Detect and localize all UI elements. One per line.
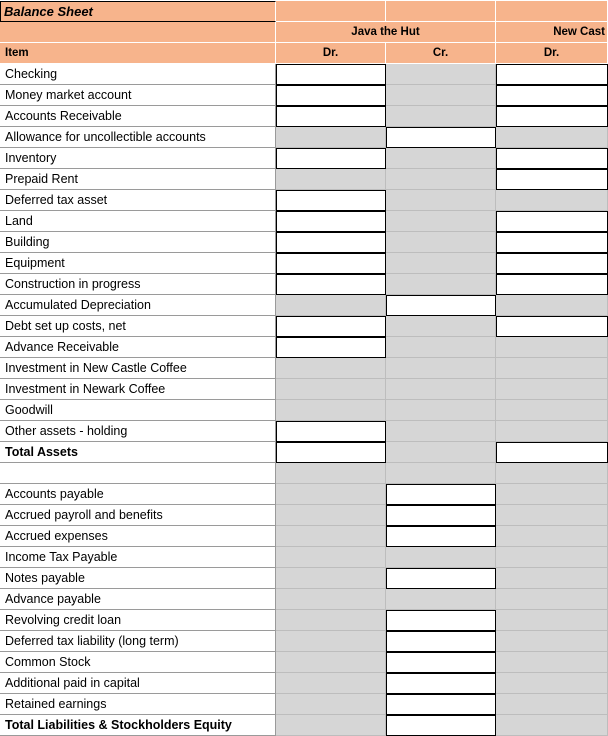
newcastle-dr-cell[interactable] <box>496 190 608 211</box>
java-dr-cell[interactable] <box>276 127 386 148</box>
java-cr-cell[interactable] <box>386 148 496 169</box>
newcastle-dr-cell[interactable] <box>496 274 608 295</box>
newcastle-dr-cell[interactable] <box>496 631 608 652</box>
newcastle-dr-cell[interactable] <box>496 211 608 232</box>
row-label[interactable]: Other assets - holding <box>0 421 276 442</box>
table-row <box>0 547 608 568</box>
header-dr-java[interactable]: Dr. <box>276 43 386 64</box>
table-row <box>0 232 608 253</box>
row-label[interactable]: Debt set up costs, net <box>0 316 276 337</box>
header-item[interactable]: Item <box>0 43 276 64</box>
java-cr-cell[interactable] <box>386 547 496 568</box>
table-row <box>0 106 608 127</box>
java-dr-cell[interactable] <box>276 610 386 631</box>
java-dr-cell[interactable] <box>276 568 386 589</box>
table-row <box>0 127 608 148</box>
java-cr-cell[interactable] <box>386 610 496 631</box>
java-dr-cell[interactable] <box>276 547 386 568</box>
row-label[interactable] <box>0 463 276 484</box>
row-label[interactable]: Accrued expenses <box>0 526 276 547</box>
java-cr-cell[interactable] <box>386 106 496 127</box>
table-row <box>0 64 608 85</box>
table-row <box>0 484 608 505</box>
java-dr-cell[interactable] <box>276 232 386 253</box>
java-dr-cell[interactable] <box>276 421 386 442</box>
java-dr-cell[interactable] <box>276 274 386 295</box>
row-label[interactable]: Retained earnings <box>0 694 276 715</box>
table-row <box>0 652 608 673</box>
header-cell[interactable] <box>386 1 496 22</box>
java-dr-cell[interactable] <box>276 190 386 211</box>
java-dr-cell[interactable] <box>276 379 386 400</box>
table-row <box>0 85 608 106</box>
header-dr-newcastle[interactable]: Dr. <box>496 43 608 64</box>
java-cr-cell[interactable] <box>386 400 496 421</box>
row-label[interactable]: Revolving credit loan <box>0 610 276 631</box>
table-row <box>0 673 608 694</box>
row-label[interactable]: Common Stock <box>0 652 276 673</box>
row-label[interactable]: Investment in Newark Coffee <box>0 379 276 400</box>
java-dr-cell[interactable] <box>276 316 386 337</box>
table-row <box>0 694 608 715</box>
java-dr-cell[interactable] <box>276 652 386 673</box>
table-row <box>0 169 608 190</box>
row-label[interactable]: Construction in progress <box>0 274 276 295</box>
java-dr-cell[interactable] <box>276 253 386 274</box>
java-cr-cell[interactable] <box>386 127 496 148</box>
newcastle-dr-cell[interactable] <box>496 589 608 610</box>
table-row <box>0 148 608 169</box>
row-label[interactable]: Accounts Receivable <box>0 106 276 127</box>
table-row <box>0 589 608 610</box>
row-label[interactable]: Investment in New Castle Coffee <box>0 358 276 379</box>
table-row <box>0 526 608 547</box>
java-cr-cell[interactable] <box>386 694 496 715</box>
row-label[interactable]: Checking <box>0 64 276 85</box>
newcastle-dr-cell[interactable] <box>496 148 608 169</box>
java-cr-cell[interactable] <box>386 589 496 610</box>
table-row <box>0 316 608 337</box>
java-dr-cell[interactable] <box>276 505 386 526</box>
table-row <box>0 358 608 379</box>
java-cr-cell[interactable] <box>386 253 496 274</box>
newcastle-dr-cell[interactable] <box>496 463 608 484</box>
newcastle-dr-cell[interactable] <box>496 127 608 148</box>
java-dr-cell[interactable] <box>276 64 386 85</box>
newcastle-dr-cell[interactable] <box>496 715 608 736</box>
row-label[interactable]: Total Liabilities & Stockholders Equity <box>0 715 276 736</box>
newcastle-dr-cell[interactable] <box>496 442 608 463</box>
java-dr-cell[interactable] <box>276 358 386 379</box>
title-row <box>0 1 608 22</box>
row-label[interactable]: Deferred tax liability (long term) <box>0 631 276 652</box>
newcastle-dr-cell[interactable] <box>496 652 608 673</box>
table-row <box>0 463 608 484</box>
java-dr-cell[interactable] <box>276 589 386 610</box>
column-header-row <box>0 43 608 64</box>
java-cr-cell[interactable] <box>386 526 496 547</box>
row-label[interactable]: Advance payable <box>0 589 276 610</box>
row-label[interactable]: Land <box>0 211 276 232</box>
row-label[interactable]: Accrued payroll and benefits <box>0 505 276 526</box>
group-row <box>0 22 608 43</box>
java-dr-cell[interactable] <box>276 85 386 106</box>
java-dr-cell[interactable] <box>276 673 386 694</box>
header-cell[interactable] <box>276 1 386 22</box>
java-cr-cell[interactable] <box>386 673 496 694</box>
newcastle-dr-cell[interactable] <box>496 295 608 316</box>
table-row <box>0 421 608 442</box>
java-dr-cell[interactable] <box>276 526 386 547</box>
table-row <box>0 190 608 211</box>
java-cr-cell[interactable] <box>386 316 496 337</box>
java-cr-cell[interactable] <box>386 421 496 442</box>
java-cr-cell[interactable] <box>386 715 496 736</box>
newcastle-dr-cell[interactable] <box>496 694 608 715</box>
java-dr-cell[interactable] <box>276 484 386 505</box>
row-label[interactable]: Accounts payable <box>0 484 276 505</box>
group-java-the-hut[interactable]: Java the Hut <box>276 22 496 43</box>
table-row <box>0 568 608 589</box>
newcastle-dr-cell[interactable] <box>496 358 608 379</box>
row-label[interactable]: Accumulated Depreciation <box>0 295 276 316</box>
java-cr-cell[interactable] <box>386 442 496 463</box>
row-label[interactable]: Money market account <box>0 85 276 106</box>
table-row <box>0 442 608 463</box>
java-cr-cell[interactable] <box>386 232 496 253</box>
table-row <box>0 631 608 652</box>
newcastle-dr-cell[interactable] <box>496 610 608 631</box>
newcastle-dr-cell[interactable] <box>496 379 608 400</box>
java-cr-cell[interactable] <box>386 211 496 232</box>
java-cr-cell[interactable] <box>386 295 496 316</box>
newcastle-dr-cell[interactable] <box>496 673 608 694</box>
table-row <box>0 337 608 358</box>
newcastle-dr-cell[interactable] <box>496 421 608 442</box>
java-cr-cell[interactable] <box>386 190 496 211</box>
table-row <box>0 505 608 526</box>
java-cr-cell[interactable] <box>386 64 496 85</box>
header-cr-java[interactable]: Cr. <box>386 43 496 64</box>
newcastle-dr-cell[interactable] <box>496 547 608 568</box>
java-dr-cell[interactable] <box>276 463 386 484</box>
newcastle-dr-cell[interactable] <box>496 85 608 106</box>
group-new-castle[interactable]: New Cast <box>496 22 608 43</box>
newcastle-dr-cell[interactable] <box>496 505 608 526</box>
java-cr-cell[interactable] <box>386 484 496 505</box>
java-cr-cell[interactable] <box>386 337 496 358</box>
row-label[interactable]: Inventory <box>0 148 276 169</box>
java-cr-cell[interactable] <box>386 379 496 400</box>
java-dr-cell[interactable] <box>276 169 386 190</box>
java-cr-cell[interactable] <box>386 85 496 106</box>
java-dr-cell[interactable] <box>276 694 386 715</box>
java-dr-cell[interactable] <box>276 337 386 358</box>
newcastle-dr-cell[interactable] <box>496 253 608 274</box>
newcastle-dr-cell[interactable] <box>496 169 608 190</box>
newcastle-dr-cell[interactable] <box>496 316 608 337</box>
java-cr-cell[interactable] <box>386 463 496 484</box>
table-row <box>0 400 608 421</box>
newcastle-dr-cell[interactable] <box>496 64 608 85</box>
java-cr-cell[interactable] <box>386 274 496 295</box>
newcastle-dr-cell[interactable] <box>496 232 608 253</box>
table-row <box>0 211 608 232</box>
table-row <box>0 274 608 295</box>
java-cr-cell[interactable] <box>386 169 496 190</box>
row-label[interactable]: Income Tax Payable <box>0 547 276 568</box>
java-dr-cell[interactable] <box>276 715 386 736</box>
row-label[interactable]: Equipment <box>0 253 276 274</box>
newcastle-dr-cell[interactable] <box>496 484 608 505</box>
java-cr-cell[interactable] <box>386 505 496 526</box>
row-label[interactable]: Allowance for uncollectible accounts <box>0 127 276 148</box>
row-label[interactable]: Deferred tax asset <box>0 190 276 211</box>
header-cell[interactable] <box>496 1 608 22</box>
java-cr-cell[interactable] <box>386 631 496 652</box>
java-dr-cell[interactable] <box>276 148 386 169</box>
table-row <box>0 253 608 274</box>
newcastle-dr-cell[interactable] <box>496 106 608 127</box>
java-cr-cell[interactable] <box>386 358 496 379</box>
row-label[interactable]: Total Assets <box>0 442 276 463</box>
newcastle-dr-cell[interactable] <box>496 337 608 358</box>
java-cr-cell[interactable] <box>386 568 496 589</box>
java-cr-cell[interactable] <box>386 652 496 673</box>
row-label[interactable]: Prepaid Rent <box>0 169 276 190</box>
newcastle-dr-cell[interactable] <box>496 568 608 589</box>
row-label[interactable]: Building <box>0 232 276 253</box>
table-row <box>0 379 608 400</box>
newcastle-dr-cell[interactable] <box>496 400 608 421</box>
header-cell[interactable] <box>0 22 276 43</box>
java-dr-cell[interactable] <box>276 211 386 232</box>
table-row <box>0 610 608 631</box>
sheet-title[interactable]: Balance Sheet <box>0 1 276 22</box>
java-dr-cell[interactable] <box>276 106 386 127</box>
newcastle-dr-cell[interactable] <box>496 526 608 547</box>
row-label[interactable]: Notes payable <box>0 568 276 589</box>
java-dr-cell[interactable] <box>276 442 386 463</box>
row-label[interactable]: Additional paid in capital <box>0 673 276 694</box>
java-dr-cell[interactable] <box>276 295 386 316</box>
table-row <box>0 295 608 316</box>
row-label[interactable]: Goodwill <box>0 400 276 421</box>
java-dr-cell[interactable] <box>276 400 386 421</box>
java-dr-cell[interactable] <box>276 631 386 652</box>
table-row <box>0 715 608 736</box>
row-label[interactable]: Advance Receivable <box>0 337 276 358</box>
